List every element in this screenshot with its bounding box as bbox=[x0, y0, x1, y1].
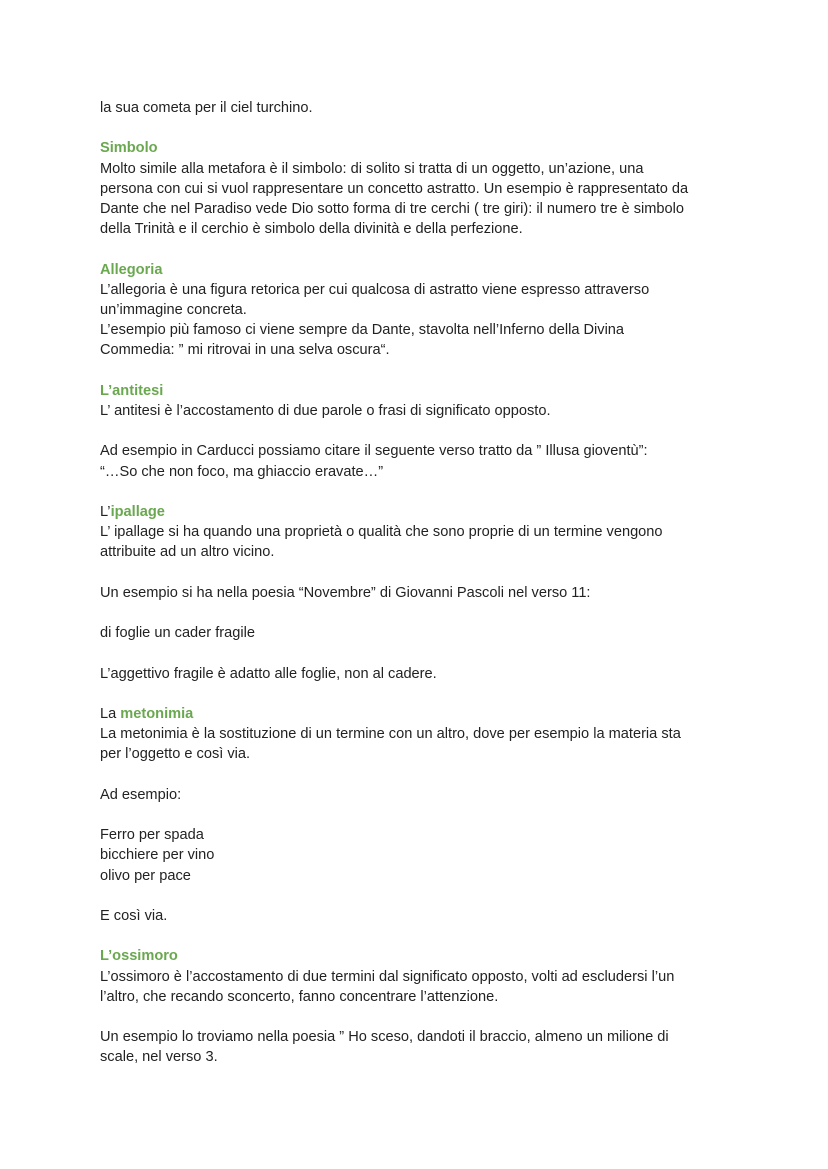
simbolo-line: persona con cui si vuol rappresentare un concetto astratto. Un esempio è rappresentato da bbox=[100, 180, 689, 197]
ipallage-example: Un esempio si ha nella poesia “Novembre” di Giovanni Pascoli nel verso 11: bbox=[100, 584, 591, 601]
metonimia-example-intro: Ad esempio: bbox=[100, 786, 182, 803]
ossimoro-line: l’altro, che recando sconcerto, fanno concentrare l’attenzione. bbox=[100, 988, 499, 1005]
ipallage-line: attribuite ad un altro vicino. bbox=[100, 544, 275, 561]
ipallage-heading-prefix: L’ bbox=[100, 503, 111, 520]
antitesi-example-line: “…So che non foco, ma ghiaccio eravate…” bbox=[100, 463, 384, 480]
allegoria-heading: Allegoria bbox=[100, 261, 163, 278]
simbolo-line: Molto simile alla metafora è il simbolo: di solito si tratta di un oggetto, un’azione, una bbox=[100, 160, 644, 177]
ipallage-heading-word: ipallage bbox=[110, 503, 165, 520]
simbolo-line: Dante che nel Paradiso vede Dio sotto forma di tre cerchi ( tre giri): il numero tre è simbolo bbox=[100, 201, 684, 217]
ipallage-comment: L’aggettivo fragile è adatto alle foglie, non al cadere. bbox=[100, 665, 437, 682]
ipallage-line: L’ ipallage si ha quando una proprietà o qualità che sono proprie di un termine vengono bbox=[100, 524, 663, 541]
metonimia-heading bbox=[100, 704, 740, 724]
allegoria-line: Commedia: ” mi ritrovai in una selva oscura“. bbox=[100, 342, 390, 359]
intro-line: la sua cometa per il ciel turchino. bbox=[100, 100, 313, 116]
antitesi-heading-word: antitesi bbox=[112, 382, 164, 399]
document-page bbox=[100, 98, 740, 1068]
antitesi-example-line: Ad esempio in Carducci possiamo citare il seguente verso tratto da ” Illusa gioventù”: bbox=[100, 443, 648, 460]
metonimia-heading-word: metonimia bbox=[120, 705, 194, 722]
ossimoro-line: L’ossimoro è l’accostamento di due termini dal significato opposto, volti ad escludersi l’un bbox=[100, 968, 675, 985]
simbolo-line: della Trinità e il cerchio è simbolo della divinità e della perfezione. bbox=[100, 221, 523, 238]
ipallage-heading bbox=[100, 502, 740, 522]
metonimia-heading-prefix: La bbox=[100, 705, 121, 722]
allegoria-line: L’allegoria è una figura retorica per cui qualcosa di astratto viene espresso attraverso bbox=[100, 281, 650, 298]
antitesi-heading-prefix: L’ bbox=[100, 382, 113, 399]
metonimia-closing: E così via. bbox=[100, 907, 168, 924]
antitesi-definition: L’ antitesi è l’accostamento di due parole o frasi di significato opposto. bbox=[100, 403, 551, 419]
metonimia-line: per l’oggetto e così via. bbox=[100, 746, 251, 763]
metonimia-line: La metonimia è la sostituzione di un termine con un altro, dove per esempio la materia sta bbox=[100, 726, 681, 743]
metonimia-example-item: olivo per pace bbox=[100, 867, 191, 884]
metonimia-example-item: Ferro per spada bbox=[100, 827, 204, 844]
simbolo-heading: Simbolo bbox=[100, 140, 158, 157]
allegoria-line: un’immagine concreta. bbox=[100, 302, 247, 318]
ossimoro-example-line: scale, nel verso 3. bbox=[100, 1049, 218, 1066]
antitesi-heading bbox=[100, 381, 740, 401]
ipallage-verse: di foglie un cader fragile bbox=[100, 625, 255, 642]
ossimoro-heading: L’ossimoro bbox=[100, 948, 178, 965]
metonimia-example-item: bicchiere per vino bbox=[100, 847, 215, 864]
ossimoro-example-line: Un esempio lo troviamo nella poesia ” Ho sceso, dandoti il braccio, almeno un milione di bbox=[100, 1029, 669, 1046]
allegoria-line: L’esempio più famoso ci viene sempre da Dante, stavolta nell’Inferno della Divina bbox=[100, 322, 625, 339]
